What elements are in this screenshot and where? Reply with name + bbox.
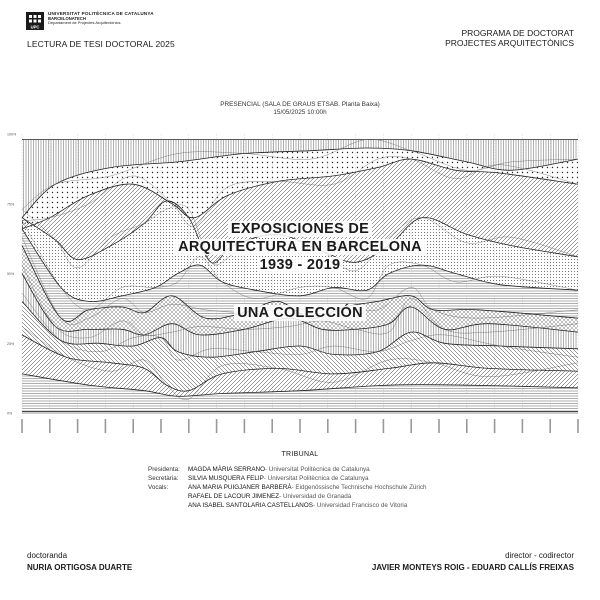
x-tick-mark [299, 419, 301, 433]
tribunal-member [148, 501, 427, 510]
member-institution: - Universitat Politècnica de Catalunya [264, 466, 370, 473]
member-role [148, 501, 188, 510]
department-name: Departament de Projectes Arquitectònics [48, 20, 121, 26]
chart-y-ticks [7, 133, 17, 416]
title-line3: 1939 - 2019 [257, 257, 344, 273]
tribunal-list [148, 465, 427, 510]
program-name [445, 29, 574, 48]
member-name: ANA MARIA PUIGJANER BARBERÀ [188, 484, 292, 491]
x-tick-mark [271, 419, 273, 433]
member-name: ANA ISABEL SANTOLARIA CASTELLANOS [188, 502, 313, 509]
y-tick-label: 25% [7, 341, 15, 346]
director-names: JAVIER MONTEYS ROIG - EDUARD CALLÍS FREIXAS [371, 563, 574, 572]
upc-logo-icon [26, 12, 44, 30]
member-name: MAGDA MÀRIA SERRANO [188, 466, 265, 473]
member-institution: - Universidad de Granada [279, 493, 352, 500]
member-role [148, 492, 188, 501]
tribunal-member [148, 474, 427, 483]
y-tick-label: 100% [7, 132, 17, 137]
subtitle-text: UNA COLECCIÓN [234, 305, 366, 321]
tribunal-member [148, 492, 427, 501]
university-tagline: BARCELONATECH [48, 15, 86, 21]
session-mode: PRESENCIAL (SALA DE GRAUS ETSAB. Planta Baixa) [220, 101, 380, 108]
member-name: SILVIA MUSQUERA FELIP [188, 475, 264, 482]
x-tick-mark [494, 419, 496, 433]
tribunal-member [148, 465, 427, 474]
candidate-role: doctoranda [27, 551, 68, 560]
x-tick-mark [577, 419, 579, 433]
candidate-name: NURIA ORTIGOSA DUARTE [27, 563, 133, 572]
x-tick-mark [77, 419, 79, 433]
x-tick-mark [160, 419, 162, 433]
title-line1: EXPOSICIONES DE [228, 221, 372, 237]
x-tick-mark [355, 419, 357, 433]
x-tick-mark [188, 419, 190, 433]
y-tick-label: 0% [7, 411, 13, 416]
x-tick-mark [49, 419, 51, 433]
x-tick-mark [383, 419, 385, 433]
x-tick-mark [522, 419, 524, 433]
thesis-subtitle [0, 305, 600, 321]
x-tick-mark [105, 419, 107, 433]
tribunal-heading: TRIBUNAL [281, 451, 319, 458]
x-tick-mark [216, 419, 218, 433]
event-title: LECTURA DE TESI DOCTORAL 2025 [27, 39, 175, 49]
director-role: director - codirector [505, 551, 574, 560]
session-datetime: 15/05/2025 10:00h [273, 109, 327, 116]
session-info [0, 101, 600, 117]
x-tick-mark [21, 419, 23, 433]
member-institution: - Universidad Francisco de Vitoria [312, 502, 408, 509]
logo-abbr: UPC [30, 24, 40, 30]
x-tick-mark [438, 419, 440, 433]
member-role: Secretària: [148, 475, 179, 482]
university-logo [26, 10, 186, 36]
chart-x-ticks [21, 419, 579, 433]
tribunal-member [148, 483, 427, 492]
program-line2: PROJECTES ARQUITECTÒNICS [445, 37, 574, 48]
member-name: RAFAEL DE LACOUR JIMENEZ [188, 493, 280, 500]
x-tick-mark [466, 419, 468, 433]
title-line2: ARQUITECTURA EN BARCELONA [175, 239, 425, 255]
stream-chart [0, 120, 600, 450]
x-tick-mark [327, 419, 329, 433]
y-tick-label: 75% [7, 202, 15, 207]
member-institution: - Universitat Politècnica de Catalunya [263, 475, 369, 482]
member-role: Vocals: [148, 484, 169, 491]
program-line1: PROGRAMA DE DOCTORAT [461, 28, 574, 38]
y-tick-label: 50% [7, 272, 15, 276]
x-tick-mark [549, 419, 551, 433]
university-name: UNIVERSITAT POLITÈCNICA DE CATALUNYA [48, 11, 154, 16]
x-tick-mark [244, 419, 246, 433]
x-tick-mark [132, 419, 134, 433]
member-institution: - Eidgenössische Technische Hochschule Zürich [291, 484, 427, 491]
thesis-title [0, 220, 600, 274]
member-role: Presidenta: [148, 466, 180, 473]
x-tick-mark [410, 419, 412, 433]
